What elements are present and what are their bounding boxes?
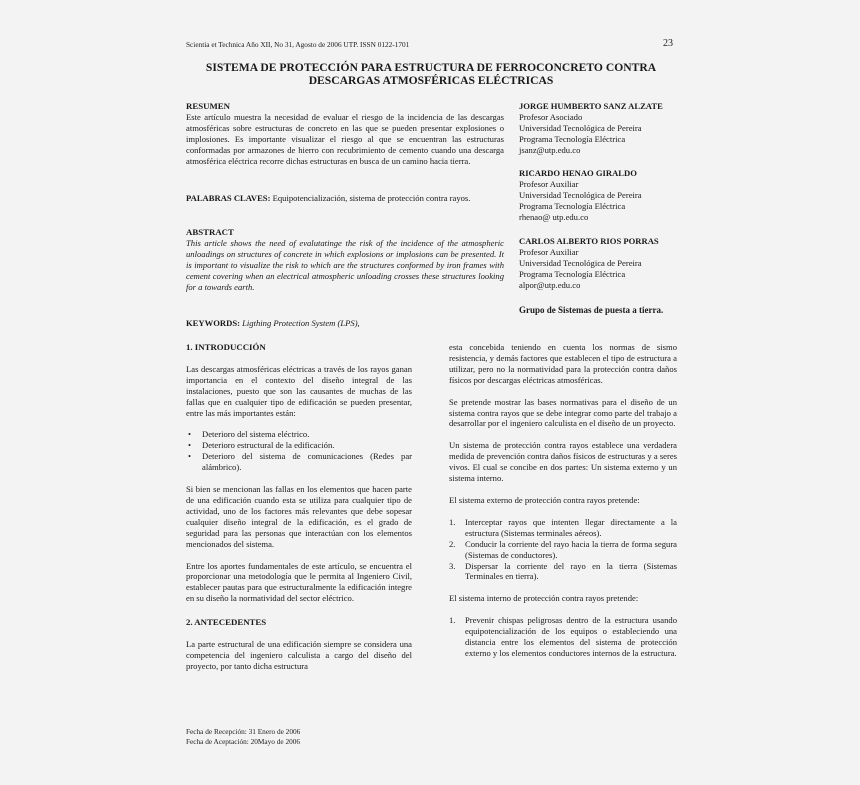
abstract-heading: ABSTRACT [186,227,234,237]
author-line: Universidad Tecnológica de Pereira [519,122,642,133]
list-item: 3. Dispersar la corriente del rayo en la tierra (Sistemas Terminales en tierra). [449,560,677,582]
keywords-label: KEYWORDS: [186,318,240,328]
abstract-block [186,227,504,292]
body-left-column [186,342,412,672]
right-paragraph-1: esta concebida teniendo en cuenta los normas de sismo resistencia, y demás factores que establecen el tipo de estructura a utilizar, pero no la normatividad para la protección contra daños físicos por descargas eléctricas atmosféricas. [449,342,677,385]
palabras-block [186,193,504,204]
author-line: Universidad Tecnológica de Pereira [519,189,642,200]
intro-paragraph-2: Si bien se mencionan las fallas en los elementos que hacen parte de una edificación cuando esta se utiliza para cualquier tipo de actividad, uno de los factores más relevantes que debe sopesar cualquier diseño integral de la edificación, es el grado de seguridad para las personas que interactúan con los elementos mencionados del sistema. [186,484,412,549]
list-item: 1. Prevenir chispas peligrosas dentro de la estructura usando equipotencialización de los equipos o estableciendo una distancia entre los elementos del sistema de protección externo y los elementos conductores internos de la estructura. [449,615,677,658]
abstract-text: This article shows the need of evalutatinge the risk of the incidence of the atmospheric unloadings on structures of concrete in which explosions or implosions can be presented. It is important to visualize the risk to which are the structures conformed by iron frames with cement covering when an electrical atmospheric unloading crosses these structures looking for a towards earth. [186,237,504,292]
body-right-column [449,342,677,659]
page-number: 23 [663,38,673,49]
author-line: Universidad Tecnológica de Pereira [519,257,642,268]
intro-bullet-list [186,429,412,473]
palabras-text: Equipotencialización, sistema de protección contra rayos. [270,193,471,203]
resumen-text: Este artículo muestra la necesidad de evaluar el riesgo de la incidencia de las descargas atmosféricas sobre estructuras de concreto en las que se pueden presentar explosiones o implosiones. Es importante visualizar el riesgo al que se encuentran las estructuras conformadas por armazones de hierro con recubrimiento de cemento cuando una descarga atmosférica eléctrica recorre dichas estructuras en busca de un camino hacia tierra. [186,111,504,166]
list-item: • Deterioro del sistema eléctrico. [202,429,412,440]
author-line: Programa Tecnología Eléctrica [519,133,626,144]
intro-paragraph-3: Entre los aportes fundamentales de este artículo, se encuentra el proporcionar una metodología que le permita al Ingeniero Civil, establecer pautas para que estructuralmente la edificación integre en su diseño la normatividad del sector eléctrico. [186,560,412,604]
acceptance-date: Fecha de Aceptación: 20Mayo de 2006 [186,737,301,746]
right-paragraph-2: Se pretende mostrar las bases normativas para el diseño de un sistema contra rayos que se debe integrar como parte del trabajo a desarrollar por el ingeniero calculista en el diseño de un proyecto. [449,396,677,429]
journal-header: Scientia et Technica Año XII, No 31, Agosto de 2006 UTP. ISSN 0122-1701 [186,40,410,49]
author-3 [519,236,679,291]
intro-heading: 1. INTRODUCCIÓN [186,342,266,352]
resumen-block [186,101,504,166]
reception-date: Fecha de Recepción: 31 Enero de 2006 [186,727,301,736]
internal-system-list [449,615,677,659]
author-line: Profesor Auxiliar [519,246,579,257]
author-email[interactable]: rhenao@ utp.edu.co [519,211,589,222]
footer-dates [186,727,300,747]
title-line-2: DESCARGAS ATMOSFÉRICAS ELÉCTRICAS [308,74,554,87]
antecedentes-heading: 2. ANTECEDENTES [186,617,267,628]
author-line: Profesor Auxiliar [519,178,579,189]
intro-paragraph-1: Las descargas atmosféricas eléctricas a través de los rayos ganan importancia en el contexto del diseño integral de las instalaciones, puesto que son las causantes de muchas de las fallas que en cualquier tipo de edificación se pueden presentar, entre las más importantes están: [186,363,412,418]
author-name: RICARDO HENAO GIRALDO [519,168,637,178]
author-line: Programa Tecnología Eléctrica [519,200,626,211]
author-2 [519,168,679,223]
title-line-1: SISTEMA DE PROTECCIÓN PARA ESTRUCTURA DE FERROCONCRETO CONTRA [205,61,657,74]
list-item: • Deterioro del sistema de comunicaciones (Redes par alámbrico). [202,451,412,473]
author-name: JORGE HUMBERTO SANZ ALZATE [519,101,663,111]
author-1 [519,101,679,156]
author-line: Programa Tecnología Eléctrica [519,268,626,279]
resumen-heading: RESUMEN [186,101,230,111]
right-paragraph-5: El sistema interno de protección contra rayos pretende: [449,593,639,604]
author-email[interactable]: alpor@utp.edu.co [519,279,581,290]
author-line: Profesor Asociado [519,111,583,122]
palabras-label: PALABRAS CLAVES: [186,193,271,203]
external-system-list [449,517,677,582]
list-item: 1. Interceptar rayos que intenten llegar directamente a la estructura (Sistemas terminales aéreos). [449,516,677,538]
antecedentes-paragraph-1: La parte estructural de una edificación siempre se considera una competencia del ingeniero calculista a cargo del diseño del proyecto, por tanto dicha estructura [186,639,412,671]
keywords-text: Ligthing Protection System (LPS), [239,318,360,328]
list-item: 2. Conducir la corriente del rayo hacia la tierra de forma segura (Sistemas de conductores). [449,538,677,560]
list-item: • Deterioro estructural de la edificación. [202,440,412,451]
right-paragraph-3: Un sistema de protección contra rayos establece una verdadera medida de prevención contra daños físicos de estructuras y a seres vivos. El cual se concibe en dos partes: Un sistema externo y un sistema interno. [449,440,677,484]
right-paragraph-4: El sistema externo de protección contra rayos pretende: [449,494,640,505]
keywords-block [186,318,504,329]
paper-title [186,61,676,87]
author-name: CARLOS ALBERTO RIOS PORRAS [519,236,659,246]
author-email[interactable]: jsanz@utp.edu.co [519,144,581,155]
research-group: Grupo de Sistemas de puesta a tierra. [519,305,664,315]
